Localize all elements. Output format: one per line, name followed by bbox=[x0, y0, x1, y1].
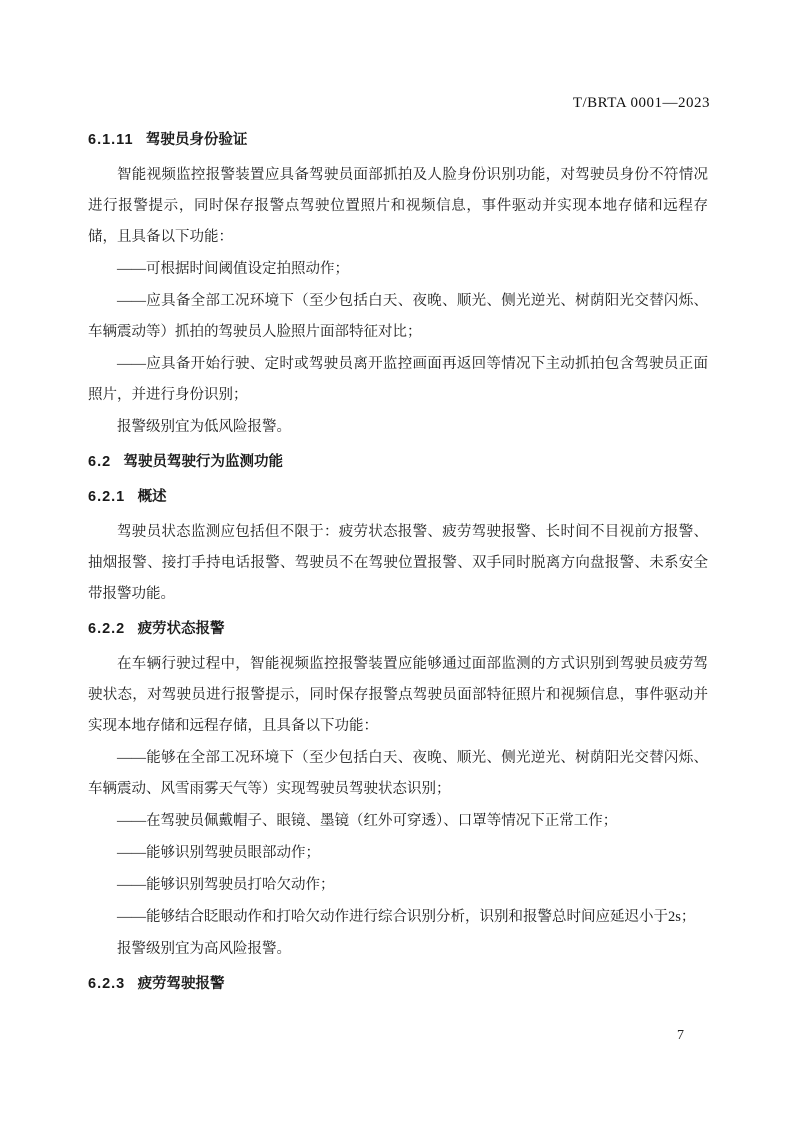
section-heading-6-1-11 bbox=[88, 125, 708, 156]
paragraph: 智能视频监控报警装置应具备驾驶员面部抓拍及人脸身份识别功能，对驾驶员身份不符情况进行报警提示，同时保存报警点驾驶位置照片和视频信息，事件驱动并实现本地存储和远程存储，且具备以下功能： bbox=[88, 167, 708, 245]
section-title: 驾驶员驾驶行为监测功能 bbox=[123, 454, 283, 470]
section-heading-6-2-1 bbox=[88, 482, 708, 513]
dash-list-item: ——能够识别驾驶员打哈欠动作； bbox=[117, 877, 335, 893]
paragraph: 在车辆行驶过程中，智能视频监控报警装置应能够通过面部监测的方式识别到驾驶员疲劳驾驶状态，对驾驶员进行报警提示，同时保存报警点驾驶员面部特征照片和视频信息，事件驱动并实现本地存储和远程存储，且具备以下功能： bbox=[88, 656, 708, 734]
dash-list-item: ——能够结合眨眼动作和打哈欠动作进行综合识别分析，识别和报警总时间应延迟小于2s； bbox=[117, 909, 696, 925]
dash-list-item: ——在驾驶员佩戴帽子、眼镜、墨镜（红外可穿透）、口罩等情况下正常工作； bbox=[117, 813, 618, 829]
dash-list-item: ——应具备全部工况环境下（至少包括白天、夜晚、顺光、侧光逆光、树荫阳光交替闪烁、车辆震动等）抓拍的驾驶员人脸照片面部特征对比； bbox=[88, 293, 708, 340]
section-number: 6.2.1 bbox=[88, 489, 126, 505]
page-number: 7 bbox=[677, 1028, 684, 1043]
section-title: 疲劳状态报警 bbox=[137, 621, 225, 637]
section-heading-6-2 bbox=[88, 447, 708, 478]
dash-list-item: ——应具备开始行驶、定时或驾驶员离开监控画面再返回等情况下主动抓拍包含驾驶员正面照片，并进行身份识别； bbox=[88, 356, 708, 403]
dash-list-item: ——能够在全部工况环境下（至少包括白天、夜晚、顺光、侧光逆光、树荫阳光交替闪烁、车辆震动、风雪雨雾天气等）实现驾驶员驾驶状态识别； bbox=[88, 750, 708, 797]
section-number: 6.1.11 bbox=[88, 132, 134, 148]
dash-list-item: ——可根据时间阈值设定拍照动作； bbox=[117, 261, 349, 277]
section-heading-6-2-2 bbox=[88, 614, 708, 645]
section-number: 6.2.3 bbox=[88, 976, 126, 992]
section-title: 疲劳驾驶报警 bbox=[137, 976, 225, 992]
document-content bbox=[88, 121, 708, 1004]
paragraph: 报警级别宜为高风险报警。 bbox=[117, 941, 291, 957]
section-title: 概述 bbox=[137, 489, 167, 505]
paragraph: 驾驶员状态监测应包括但不限于：疲劳状态报警、疲劳驾驶报警、长时间不目视前方报警、抽烟报警、接打手持电话报警、驾驶员不在驾驶位置报警、双手同时脱离方向盘报警、未系安全带报警功能。 bbox=[88, 524, 708, 602]
section-heading-6-2-3 bbox=[88, 969, 708, 1000]
dash-list-item: ——能够识别驾驶员眼部动作； bbox=[117, 845, 320, 861]
section-number: 6.2 bbox=[88, 454, 112, 470]
document-code-header: T/BRTA 0001—2023 bbox=[572, 95, 710, 111]
paragraph: 报警级别宜为低风险报警。 bbox=[117, 419, 291, 435]
section-number: 6.2.2 bbox=[88, 621, 126, 637]
section-title: 驾驶员身份验证 bbox=[145, 132, 248, 148]
